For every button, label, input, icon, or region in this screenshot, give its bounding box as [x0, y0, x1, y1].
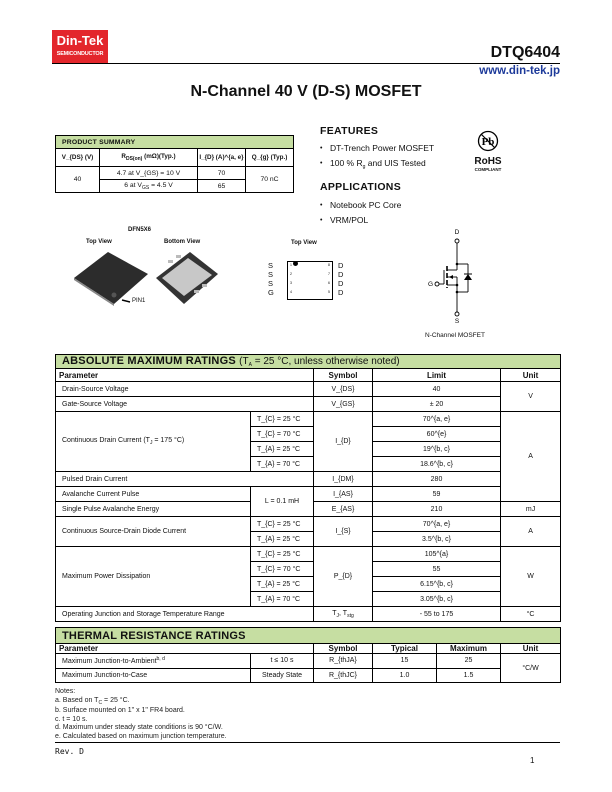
- limit: 70^{a, e}: [373, 412, 501, 427]
- rohs-badge: [470, 130, 506, 172]
- note-item: b. Surface mounted on 1" x 1" FR4 board.: [55, 707, 185, 715]
- unit: A: [501, 412, 561, 502]
- part-number: DTQ6404: [490, 44, 560, 61]
- website-link[interactable]: www.din-tek.jp: [479, 65, 560, 77]
- col-rds: $R_{DS(on)}$ (mΩ)(Typ.): [100, 149, 198, 167]
- limit: 55: [373, 562, 501, 577]
- col-unit: Unit: [501, 369, 561, 382]
- table-row: [56, 517, 561, 532]
- condition: T_{A} = 25 °C: [251, 577, 314, 592]
- subscript: GS: [141, 184, 150, 191]
- limit: 105^{a}: [373, 547, 501, 562]
- col-unit: Unit: [501, 644, 561, 654]
- condition: T_{A} = 70 °C: [251, 457, 314, 472]
- top-view-label: Top View: [86, 239, 112, 245]
- pin-label: S: [268, 261, 274, 270]
- subscript: A: [248, 362, 252, 368]
- condition: T_{C} = 25 °C: [251, 517, 314, 532]
- table-row: [56, 668, 561, 683]
- limit: 6.15^{b, c}: [373, 577, 501, 592]
- symbol: I_{D}: [314, 412, 373, 472]
- rohs-compliant: COMPLIANT: [474, 167, 502, 172]
- symbol: P_{D}: [314, 547, 373, 607]
- subscript: DS(on): [125, 155, 143, 162]
- notes: [55, 688, 227, 742]
- subscript: C: [98, 699, 103, 706]
- right-pin-numbers: 8 7 6 5: [328, 263, 330, 294]
- param: Drain-Source Voltage: [56, 382, 314, 397]
- pin-label: D: [338, 279, 344, 288]
- symbol: R_{thJC}: [314, 668, 373, 683]
- col-maximum: Maximum: [437, 644, 501, 654]
- symbol: E_{AS}: [314, 502, 373, 517]
- col-symbol: Symbol: [314, 369, 373, 382]
- condition: L = 0.1 mH: [251, 487, 314, 517]
- table-row: [56, 412, 561, 427]
- typical: 1.0: [373, 668, 437, 683]
- col-qg: Q_{g} (Typ.): [246, 149, 294, 167]
- pin-label: D: [338, 270, 344, 279]
- pin-label: D: [338, 288, 344, 297]
- col-parameter: Parameter: [56, 369, 314, 382]
- absolute-maximum-ratings-table: [55, 354, 561, 622]
- param: Single Pulse Avalanche Energy: [56, 502, 251, 517]
- subscript: J: [149, 440, 153, 446]
- features-section: [320, 125, 460, 228]
- col-vds: V_{DS} (V): [56, 149, 100, 167]
- table-row: [56, 472, 561, 487]
- pinout-title: Top View: [291, 240, 317, 246]
- right-pins: [338, 261, 343, 297]
- table-row: [56, 654, 561, 669]
- pin-label: D: [338, 261, 344, 270]
- subscript: g: [362, 164, 366, 170]
- mosfet-schematic: [420, 226, 500, 326]
- condition: T_{C} = 25 °C: [251, 412, 314, 427]
- col-symbol: Symbol: [314, 644, 373, 654]
- notes-title: Notes:: [55, 688, 76, 695]
- limit: ± 20: [373, 397, 501, 412]
- condition: T_{C} = 70 °C: [251, 427, 314, 442]
- thermal-resistance-table: [55, 627, 561, 683]
- condition: T_{C} = 70 °C: [251, 562, 314, 577]
- note-item: d. Maximum under steady state conditions is 90 °C/W.: [55, 724, 223, 732]
- condition: T_{A} = 70 °C: [251, 592, 314, 607]
- condition: Steady State: [251, 668, 314, 683]
- table-row: [56, 487, 561, 502]
- param: Gate-Source Voltage: [56, 397, 314, 412]
- page-number: 1: [530, 756, 535, 765]
- application-item: • VRM/POL: [320, 213, 460, 228]
- table-row: [56, 397, 561, 412]
- abs-max-condition: ($T_A = 25$ °C, unless otherwise noted): [239, 356, 400, 368]
- param: Pulsed Drain Current: [56, 472, 314, 487]
- limit: 3.05^{b, c}: [373, 592, 501, 607]
- maximum: 1.5: [437, 668, 501, 683]
- rds-value: 6 at $V_{GS} = 4.5$ V: [100, 180, 198, 193]
- maximum: 25: [437, 654, 501, 669]
- product-summary-table: [55, 135, 294, 193]
- symbol: V_{DS}: [314, 382, 373, 397]
- unit: A: [501, 517, 561, 547]
- param: Avalanche Current Pulse: [56, 487, 251, 502]
- condition: T_{C} = 25 °C: [251, 547, 314, 562]
- symbol: I_{DM}: [314, 472, 373, 487]
- package-name: DFN5X6: [128, 227, 152, 233]
- revision: Rev. D: [55, 747, 84, 756]
- logo-text: Din-Tek: [56, 33, 104, 48]
- col-parameter: Parameter: [56, 644, 314, 654]
- schematic-caption: N-Channel MOSFET: [425, 332, 485, 339]
- subscript: stg: [347, 612, 354, 619]
- din-tek-logo: [52, 30, 108, 63]
- pinout-diagram: [268, 258, 358, 303]
- limit: 210: [373, 502, 501, 517]
- features-heading: FEATURES: [320, 125, 379, 137]
- note-item: e. Calculated based on maximum junction temperature.: [55, 732, 227, 740]
- col-typical: Typical: [373, 644, 437, 654]
- lead-free-icon: [477, 130, 499, 152]
- unit: V: [501, 382, 561, 412]
- symbol: I_{S}: [314, 517, 373, 547]
- superscript: b, d: [156, 656, 165, 663]
- condition: t ≤ 10 s: [251, 654, 314, 669]
- feature-item: • 100 % $R_g$ and UIS Tested: [320, 156, 460, 175]
- pin-label: G: [268, 288, 274, 297]
- footer-divider: [55, 742, 560, 743]
- application-item: • Notebook PC Core: [320, 198, 460, 213]
- condition: T_{A} = 25 °C: [251, 442, 314, 457]
- svg-text:Pb: Pb: [481, 136, 495, 148]
- abs-max-title: ABSOLUTE MAXIMUM RATINGS: [62, 355, 236, 367]
- unit: °C: [501, 607, 561, 622]
- left-pin-numbers: 1 2 3 4: [290, 263, 292, 294]
- limit: - 55 to 175: [373, 607, 501, 622]
- subscript: J: [336, 612, 340, 619]
- unit: °C/W: [501, 654, 561, 683]
- table-row: [56, 607, 561, 622]
- table-row: [56, 547, 561, 562]
- product-summary-title: PRODUCT SUMMARY: [56, 136, 294, 149]
- param: Continuous Source-Drain Diode Current: [56, 517, 251, 547]
- thermal-title: THERMAL RESISTANCE RATINGS: [56, 628, 561, 644]
- vds-value: 40: [56, 167, 100, 193]
- limit: 18.6^{b, c}: [373, 457, 501, 472]
- qg-value: 70 nC: [246, 167, 294, 193]
- col-id: I_{D} (A)^{a, e}: [198, 149, 246, 167]
- limit: 70^{a, e}: [373, 517, 501, 532]
- col-limit: Limit: [373, 369, 501, 382]
- package-bottom-view-image: [154, 248, 219, 308]
- gate-label: G: [428, 281, 434, 288]
- feature-item: • DT-Trench Power MOSFET: [320, 141, 460, 156]
- pin1-label: PIN1: [132, 298, 146, 304]
- pin1-arrow: [122, 300, 130, 302]
- condition: T_{A} = 25 °C: [251, 532, 314, 547]
- header-divider: [52, 63, 560, 64]
- limit: 19^{b, c}: [373, 442, 501, 457]
- applications-heading: APPLICATIONS: [320, 181, 401, 193]
- typical: 15: [373, 654, 437, 669]
- limit: 59: [373, 487, 501, 502]
- limit: 280: [373, 472, 501, 487]
- pin1-dot: [293, 261, 298, 266]
- param: Operating Junction and Storage Temperature Range: [56, 607, 314, 622]
- param: Maximum Junction-to-Ambient$^{b, d}$: [56, 654, 251, 669]
- limit: 3.5^{b, c}: [373, 532, 501, 547]
- param: Continuous Drain Current ($T_J = 175$ °C): [56, 412, 251, 472]
- id-value: 70: [198, 167, 246, 180]
- pin-label: S: [268, 270, 274, 279]
- drain-label: D: [454, 229, 460, 236]
- unit: W: [501, 547, 561, 607]
- symbol: $T_J$, $T_{stg}$: [314, 607, 373, 622]
- symbol: R_{thJA}: [314, 654, 373, 669]
- table-row: [56, 382, 561, 397]
- rds-value: 4.7 at V_{GS} = 10 V: [100, 167, 198, 180]
- rohs-label: RoHS: [474, 156, 502, 167]
- note-item: c. t = 10 s.: [55, 715, 88, 723]
- param: Maximum Junction-to-Case: [56, 668, 251, 683]
- note-item: a. Based on $T_C = 25$ °C.: [55, 696, 130, 706]
- bottom-view-label: Bottom View: [164, 239, 201, 245]
- document-title: N-Channel 40 V (D-S) MOSFET: [190, 83, 422, 100]
- source-label: S: [454, 318, 460, 325]
- left-pins: [268, 261, 274, 297]
- unit: mJ: [501, 502, 561, 517]
- chip-outline: [287, 261, 333, 300]
- limit: 40: [373, 382, 501, 397]
- logo-subtext: SEMICONDUCTOR: [56, 51, 104, 57]
- symbol: V_{GS}: [314, 397, 373, 412]
- pin-label: S: [268, 279, 274, 288]
- param: Maximum Power Dissipation: [56, 547, 251, 607]
- id-value: 65: [198, 180, 246, 193]
- limit: 60^{e}: [373, 427, 501, 442]
- symbol: I_{AS}: [314, 487, 373, 502]
